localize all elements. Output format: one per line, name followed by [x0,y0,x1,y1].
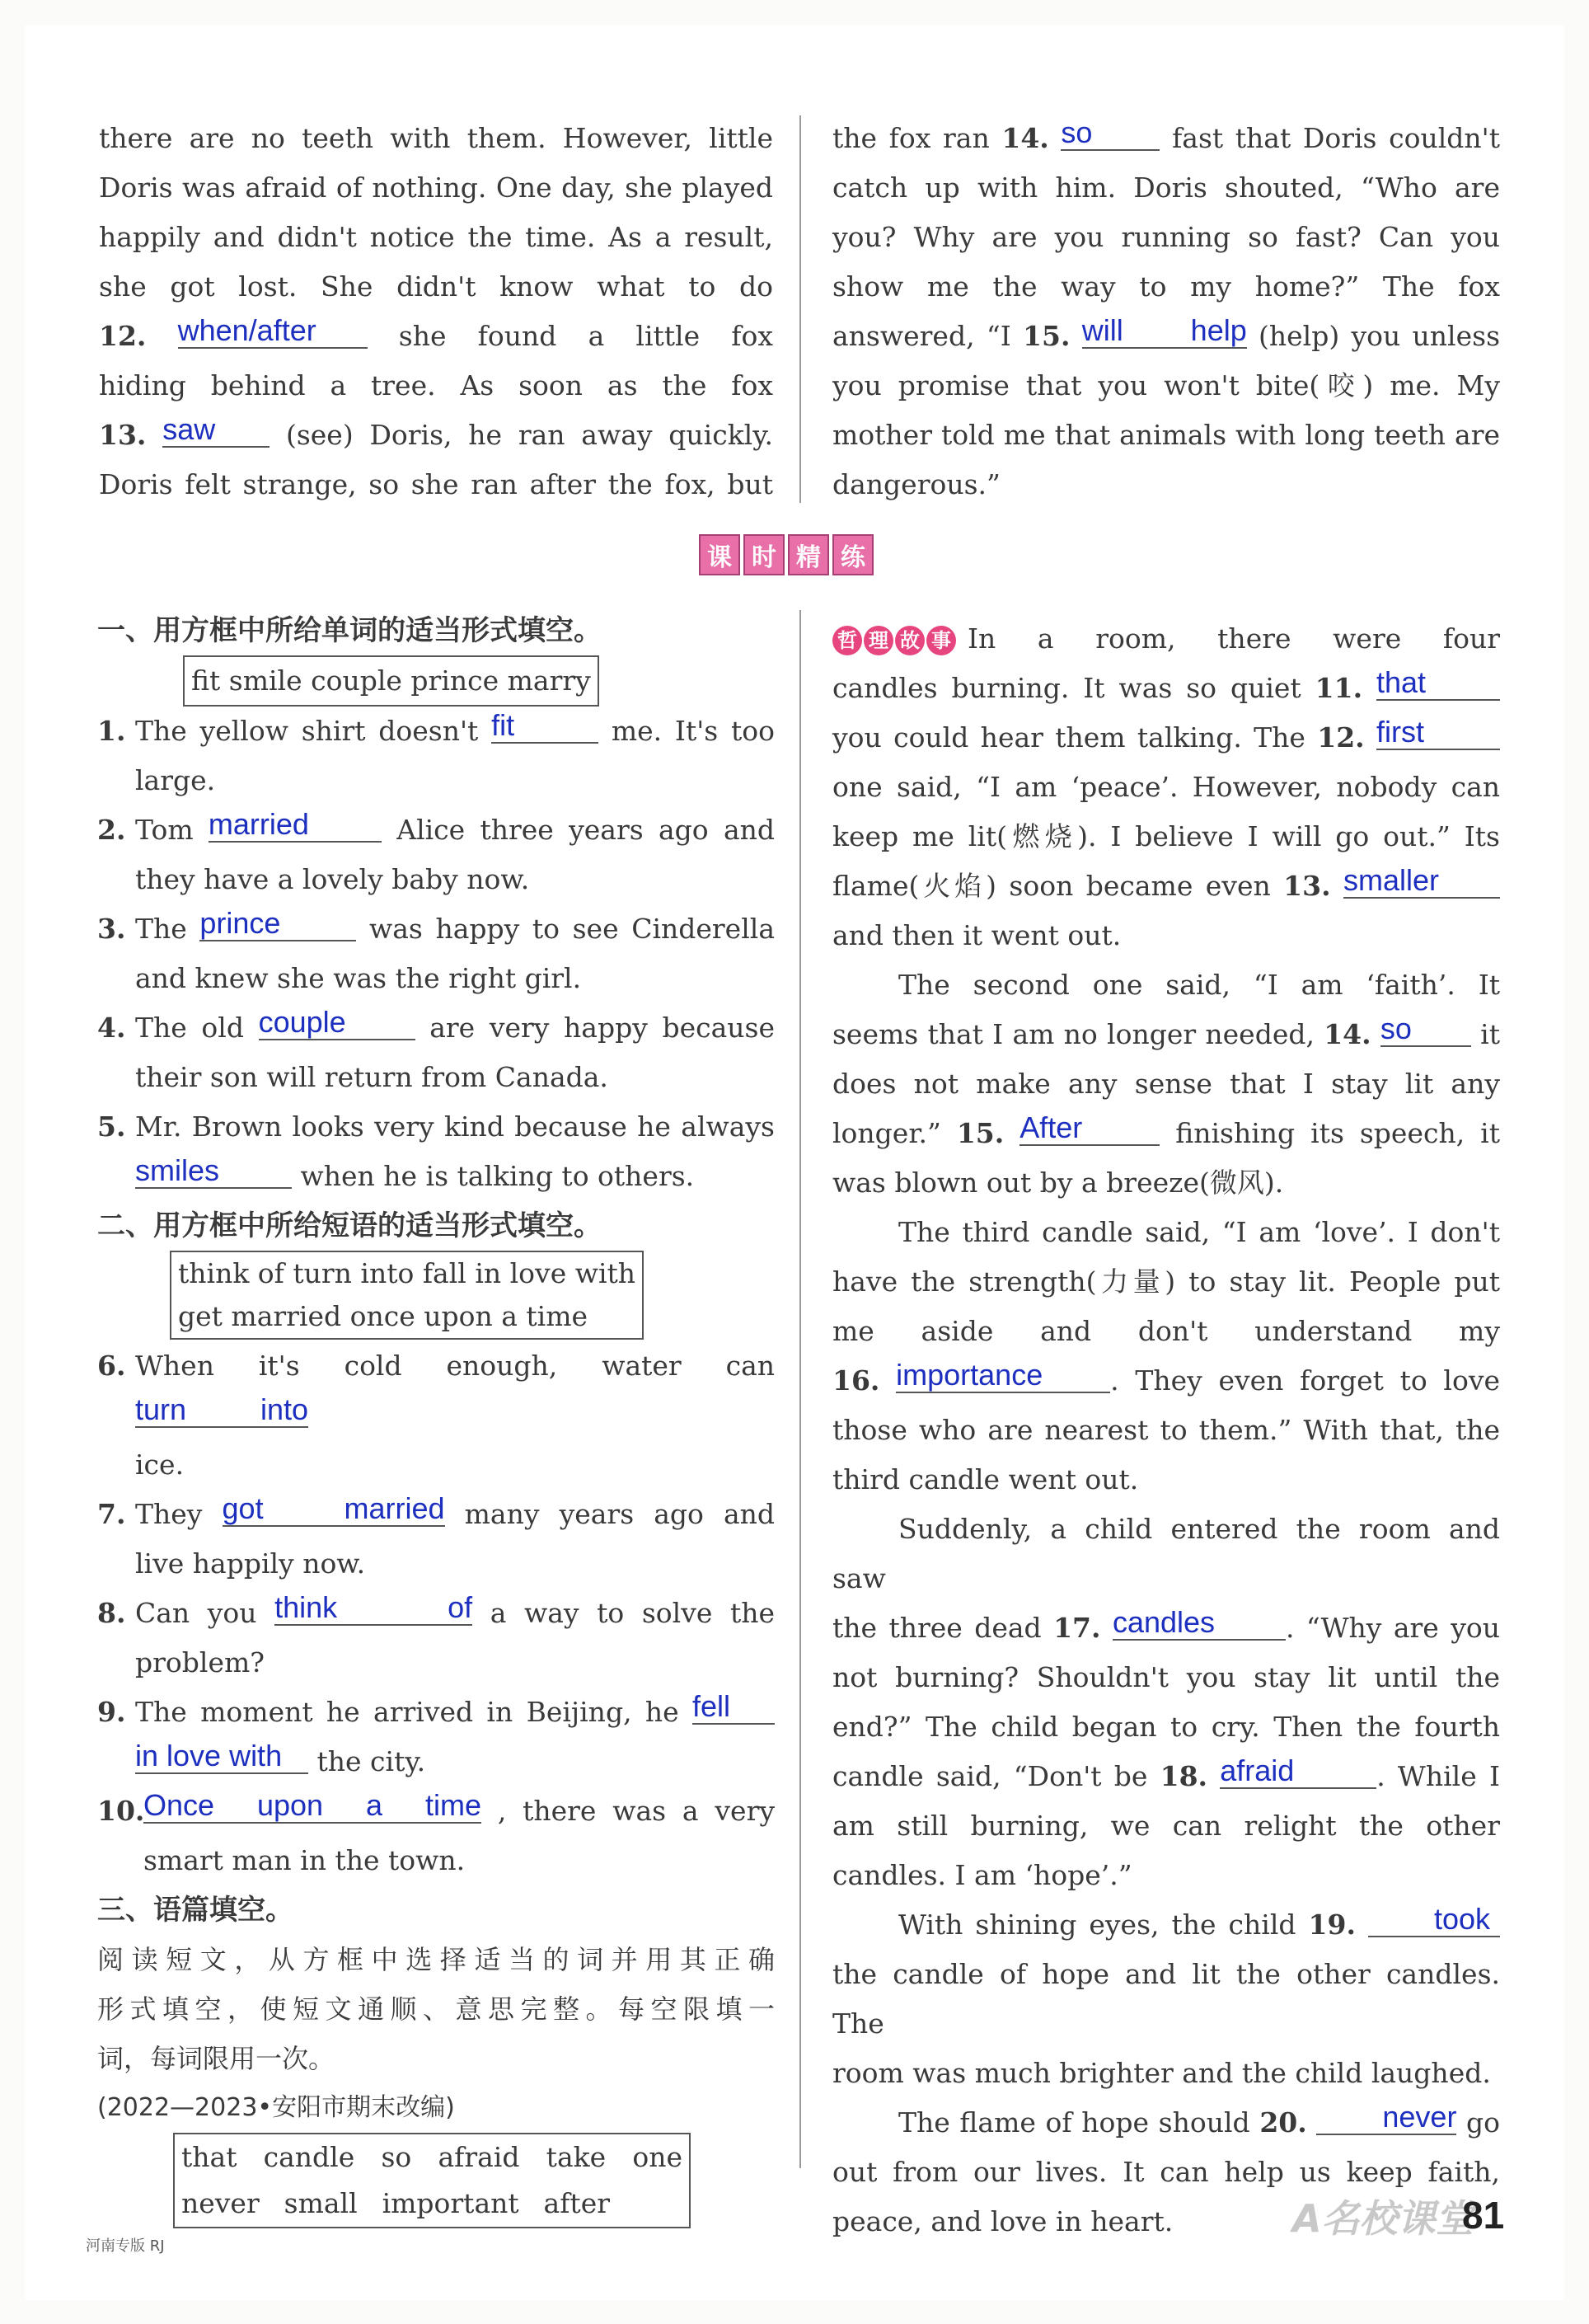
word-box-3 [173,2133,691,2228]
answer-blank-16[interactable]: importance [896,1359,1110,1393]
text-line: ice. [135,1448,185,1481]
exercise-item-4 [97,1003,775,1102]
answer-blank-13s[interactable]: smaller [1343,864,1500,899]
answer-blank-6[interactable]: turn into [135,1392,308,1426]
answer-blank-2[interactable]: married [209,808,382,843]
text-line: Suddenly, a child entered the room and saw [832,1513,1500,1594]
text-span: (see) Doris, he ran away quickly. [285,419,773,451]
text-line: those who are nearest to them.” With that, the [832,1414,1500,1446]
section-banner [699,534,874,575]
answer-blank-11[interactable]: that [1376,666,1500,701]
text-span: . While I [1376,1760,1500,1792]
text-line [832,664,1500,713]
text-line: was blown out by a breeze(微风). [832,1167,1284,1199]
question-number: 13. [1283,870,1331,902]
text-line [832,1603,1500,1653]
answer-blank-4[interactable]: couple [259,1006,415,1040]
question-number: 15. [1023,320,1071,352]
exercise-item-7 [97,1490,775,1589]
top-left-passage [99,114,773,509]
banner-char: 练 [832,534,874,575]
text-line: one said, “I am ‘peace’. However, nobody can [832,771,1500,803]
banner-char: 精 [788,534,829,575]
text-span: when he is talking to others. [300,1160,695,1192]
question-number: 19. [1308,1908,1356,1941]
answer-blank-9a[interactable]: fell [692,1690,775,1725]
instruction-line: 形式填空，使短文通顺、意思完整。每空限填一 [97,1993,775,2025]
text-span: go [1466,2106,1501,2139]
text-line: keep me lit(燃烧). I believe I will go out.” Its [832,820,1500,852]
text-line [832,1900,1500,1950]
section-1-heading: 一、用方框中所给单词的适当形式填空。 [97,614,602,647]
phrase-box-wrap [97,1251,775,1341]
question-number: 13. [99,419,147,451]
answer-blank-19[interactable]: took [1368,1903,1500,1937]
text-span: seems that I am no longer needed, [832,1018,1315,1050]
text-span: a way to solve the [490,1597,775,1629]
text-line: Mr. Brown looks very kind because he always [135,1110,775,1143]
item-number: 8. [97,1597,126,1629]
answer-blank-12s[interactable]: first [1376,716,1500,750]
text-line: hiding behind a tree. As soon as the fox [99,369,773,401]
text-line [832,862,1500,911]
text-line: out from our lives. It can help us keep faith, [832,2156,1500,2188]
answer-blank-14s[interactable]: so [1380,1012,1471,1047]
item-number: 1. [97,715,126,747]
text-span: . “Why are you [1285,1612,1501,1644]
item-number: 9. [97,1696,126,1728]
text-span: The moment he arrived in Beijing, he [135,1696,679,1728]
text-span: The flame of hope should [898,2106,1250,2139]
text-span: candle said, “Don't be [832,1760,1148,1792]
text-span: flame(火焰) soon became even [832,870,1271,902]
text-line [99,411,773,460]
text-line: problem? [135,1646,265,1678]
text-span: fast that Doris couldn't [1172,122,1500,154]
text-span: The old [135,1012,244,1044]
exercise-item-1 [97,707,775,805]
answer-blank-15s[interactable]: After [1019,1111,1160,1146]
text-span: you could hear them talking. The [832,721,1305,754]
instruction-line: 词，每词限用一次。 [97,2043,335,2074]
exercise-item-5 [97,1102,775,1201]
page-number: 81 [1462,2194,1505,2237]
text-span: was happy to see Cinderella [369,913,775,945]
text-span: candles burning. It was so quiet [832,672,1301,704]
answer-blank-10[interactable]: Once upon a time [143,1788,481,1822]
text-span: With shining eyes, the child [898,1908,1296,1941]
text-span: are very happy because [429,1012,775,1044]
answer-blank-5[interactable]: smiles [135,1154,292,1189]
text-line: and knew she was the right girl. [135,962,582,994]
text-line: the candle of hope and lit the other candles. The [832,1958,1500,2040]
question-number: 20. [1259,2106,1307,2139]
answer-blank-17[interactable]: candles [1113,1606,1286,1641]
brand-logo: A名校课堂 [1292,2196,1474,2241]
text-span: The [135,913,187,945]
question-number: 12. [1317,721,1365,754]
section-3-heading: 三、语篇填空。 [97,1894,293,1927]
question-number: 14. [1324,1018,1371,1050]
exercise-item-3 [97,904,775,1003]
text-line: catch up with him. Doris shouted, “Who are [832,171,1500,204]
text-line: Doris felt strange, so she ran after the fox, but [99,468,773,500]
text-line: dangerous.” [832,468,1001,500]
text-line: The third candle said, “I am ‘love’. I don't [898,1216,1500,1248]
text-line: candles. I am ‘hope’.” [832,1859,1132,1891]
phrase-box [170,1251,644,1340]
text-line: me aside and don't understand my [832,1315,1500,1347]
text-span: the fox ran [832,122,990,154]
text-span: When it's cold enough, water can [135,1350,775,1382]
exercise-item-2 [97,805,775,904]
text-span: answered, “I [832,320,1011,352]
text-line [832,312,1500,361]
banner-char: 课 [699,534,740,575]
text-line [832,2098,1500,2148]
text-line: does not make any sense that I stay lit any [832,1068,1500,1100]
text-line: mother told me that animals with long teeth are [832,419,1500,451]
text-span: Can you [135,1597,257,1629]
answer-blank-18[interactable]: afraid [1220,1754,1376,1789]
item-number: 7. [97,1498,126,1530]
story-column [832,614,1500,2247]
question-number: 11. [1315,672,1363,704]
banner-char: 时 [743,534,785,575]
story-tag-char: 理 [864,626,893,655]
text-line [832,1109,1500,1158]
phrase-box-line: think of turn into fall in love with [178,1257,636,1289]
text-line: live happily now. [135,1547,366,1580]
answer-blank-13[interactable]: saw [162,413,270,448]
edition-label: 河南专版 RJ [86,2237,165,2255]
answer-blank-3[interactable]: prince [199,907,356,941]
text-span: , there was a very [497,1795,775,1827]
text-line [832,1010,1500,1059]
column-divider [799,115,801,503]
text-span: . They even forget to love [1110,1364,1500,1397]
text-line: third candle went out. [832,1463,1139,1495]
answer-blank-7[interactable]: got married [222,1491,445,1525]
answer-blank-8[interactable]: think of [274,1590,473,1624]
text-line: smart man in the town. [143,1844,466,1876]
text-line: room was much brighter and the child laughed. [832,2057,1491,2089]
story-tag-char: 故 [895,626,925,655]
text-line: she got lost. She didn't know what to do [99,270,773,303]
question-number: 18. [1160,1760,1208,1792]
question-number: 16. [832,1364,880,1397]
question-number: 15. [956,1117,1005,1149]
text-line: large. [135,764,216,796]
text-span: the city. [316,1745,426,1777]
text-line [99,312,773,361]
text-span: longer.” [832,1117,941,1149]
word-box-line: never small important after [181,2187,610,2219]
text-line: happily and didn't notice the time. As a result, [99,221,773,253]
word-box-3-wrap [97,2133,775,2228]
text-line: you? Why are you running so fast? Can you [832,221,1500,253]
word-box-line: that candle so afraid take one [181,2141,682,2173]
text-span: the three dead [832,1612,1042,1644]
answer-blank-12[interactable]: when/after [178,314,368,349]
item-number: 2. [97,814,126,846]
exercise-item-10 [97,1786,775,1885]
text-line: The second one said, “I am ‘faith’. It [898,969,1500,1001]
text-span: finishing its speech, it [1175,1117,1500,1149]
phrase-box-line: get married once upon a time [178,1300,588,1332]
text-line [832,1356,1500,1406]
item-number: 10. [97,1795,145,1827]
text-span: many years ago and [464,1498,776,1530]
text-line [832,114,1500,163]
text-line: have the strength(力量) to stay lit. People put [832,1265,1500,1298]
text-span: it [1480,1018,1500,1050]
question-number: 14. [1001,122,1049,154]
story-tag [832,626,956,655]
text-line [832,1752,1500,1801]
exercise-item-8 [97,1589,775,1688]
item-number: 3. [97,913,126,945]
question-number: 17. [1053,1612,1101,1644]
item-number: 6. [97,1350,126,1382]
story-tag-char: 事 [926,626,956,655]
source-note: (2022—2023•安阳市期末改编) [97,2093,455,2122]
text-line: you promise that you won't bite(咬) me. My [832,369,1500,401]
text-span: (help) you unless [1259,320,1500,352]
text-span: They [135,1498,203,1530]
text-line: Doris was afraid of nothing. One day, she played [99,171,773,204]
exercise-item-9 [97,1688,775,1786]
instruction-line: 阅读短文，从方框中选择适当的词并用其正确 [97,1944,775,1975]
question-number: 12. [99,320,147,352]
exercise-column [97,606,775,2228]
column-divider [799,610,801,2168]
text-line: their son will return from Canada. [135,1061,608,1093]
word-box-1: fit smile couple prince marry [183,655,599,707]
text-span: Tom [135,814,194,846]
text-line [832,614,1500,664]
answer-blank-20[interactable]: never [1316,2101,1456,2135]
text-line: am still burning, we can relight the other [832,1810,1500,1842]
answer-blank-14[interactable]: so [1061,116,1160,151]
answer-blank-9b[interactable]: in love with [135,1739,308,1774]
text-span: she found a little fox [398,320,773,352]
text-span: The yellow shirt doesn't [135,715,479,747]
answer-blank-1[interactable]: fit [491,709,598,744]
text-span: Alice three years ago and [396,814,775,846]
story-tag-char: 哲 [832,626,862,655]
answer-blank-15[interactable]: will help [1081,313,1247,347]
text-line: show me the way to my home?” The fox [832,270,1500,303]
text-line: there are no teeth with them. However, little [99,122,773,154]
section-2-heading: 二、用方框中所给短语的适当形式填空。 [97,1209,602,1242]
item-number: 4. [97,1012,126,1044]
text-line: they have a lovely baby now. [135,863,530,895]
text-span: In a room, there were four [968,622,1500,655]
text-line: and then it went out. [832,919,1122,951]
text-line: peace, and love in heart. [832,2205,1174,2237]
text-line [832,713,1500,763]
item-number: 5. [97,1110,126,1143]
text-line: not burning? Shouldn't you stay lit until the [832,1661,1500,1693]
text-line: end?” The child began to cry. Then the fourth [832,1711,1500,1743]
top-right-passage [832,114,1500,509]
text-span: me. It's too [611,715,775,747]
exercise-item-6 [97,1341,775,1490]
